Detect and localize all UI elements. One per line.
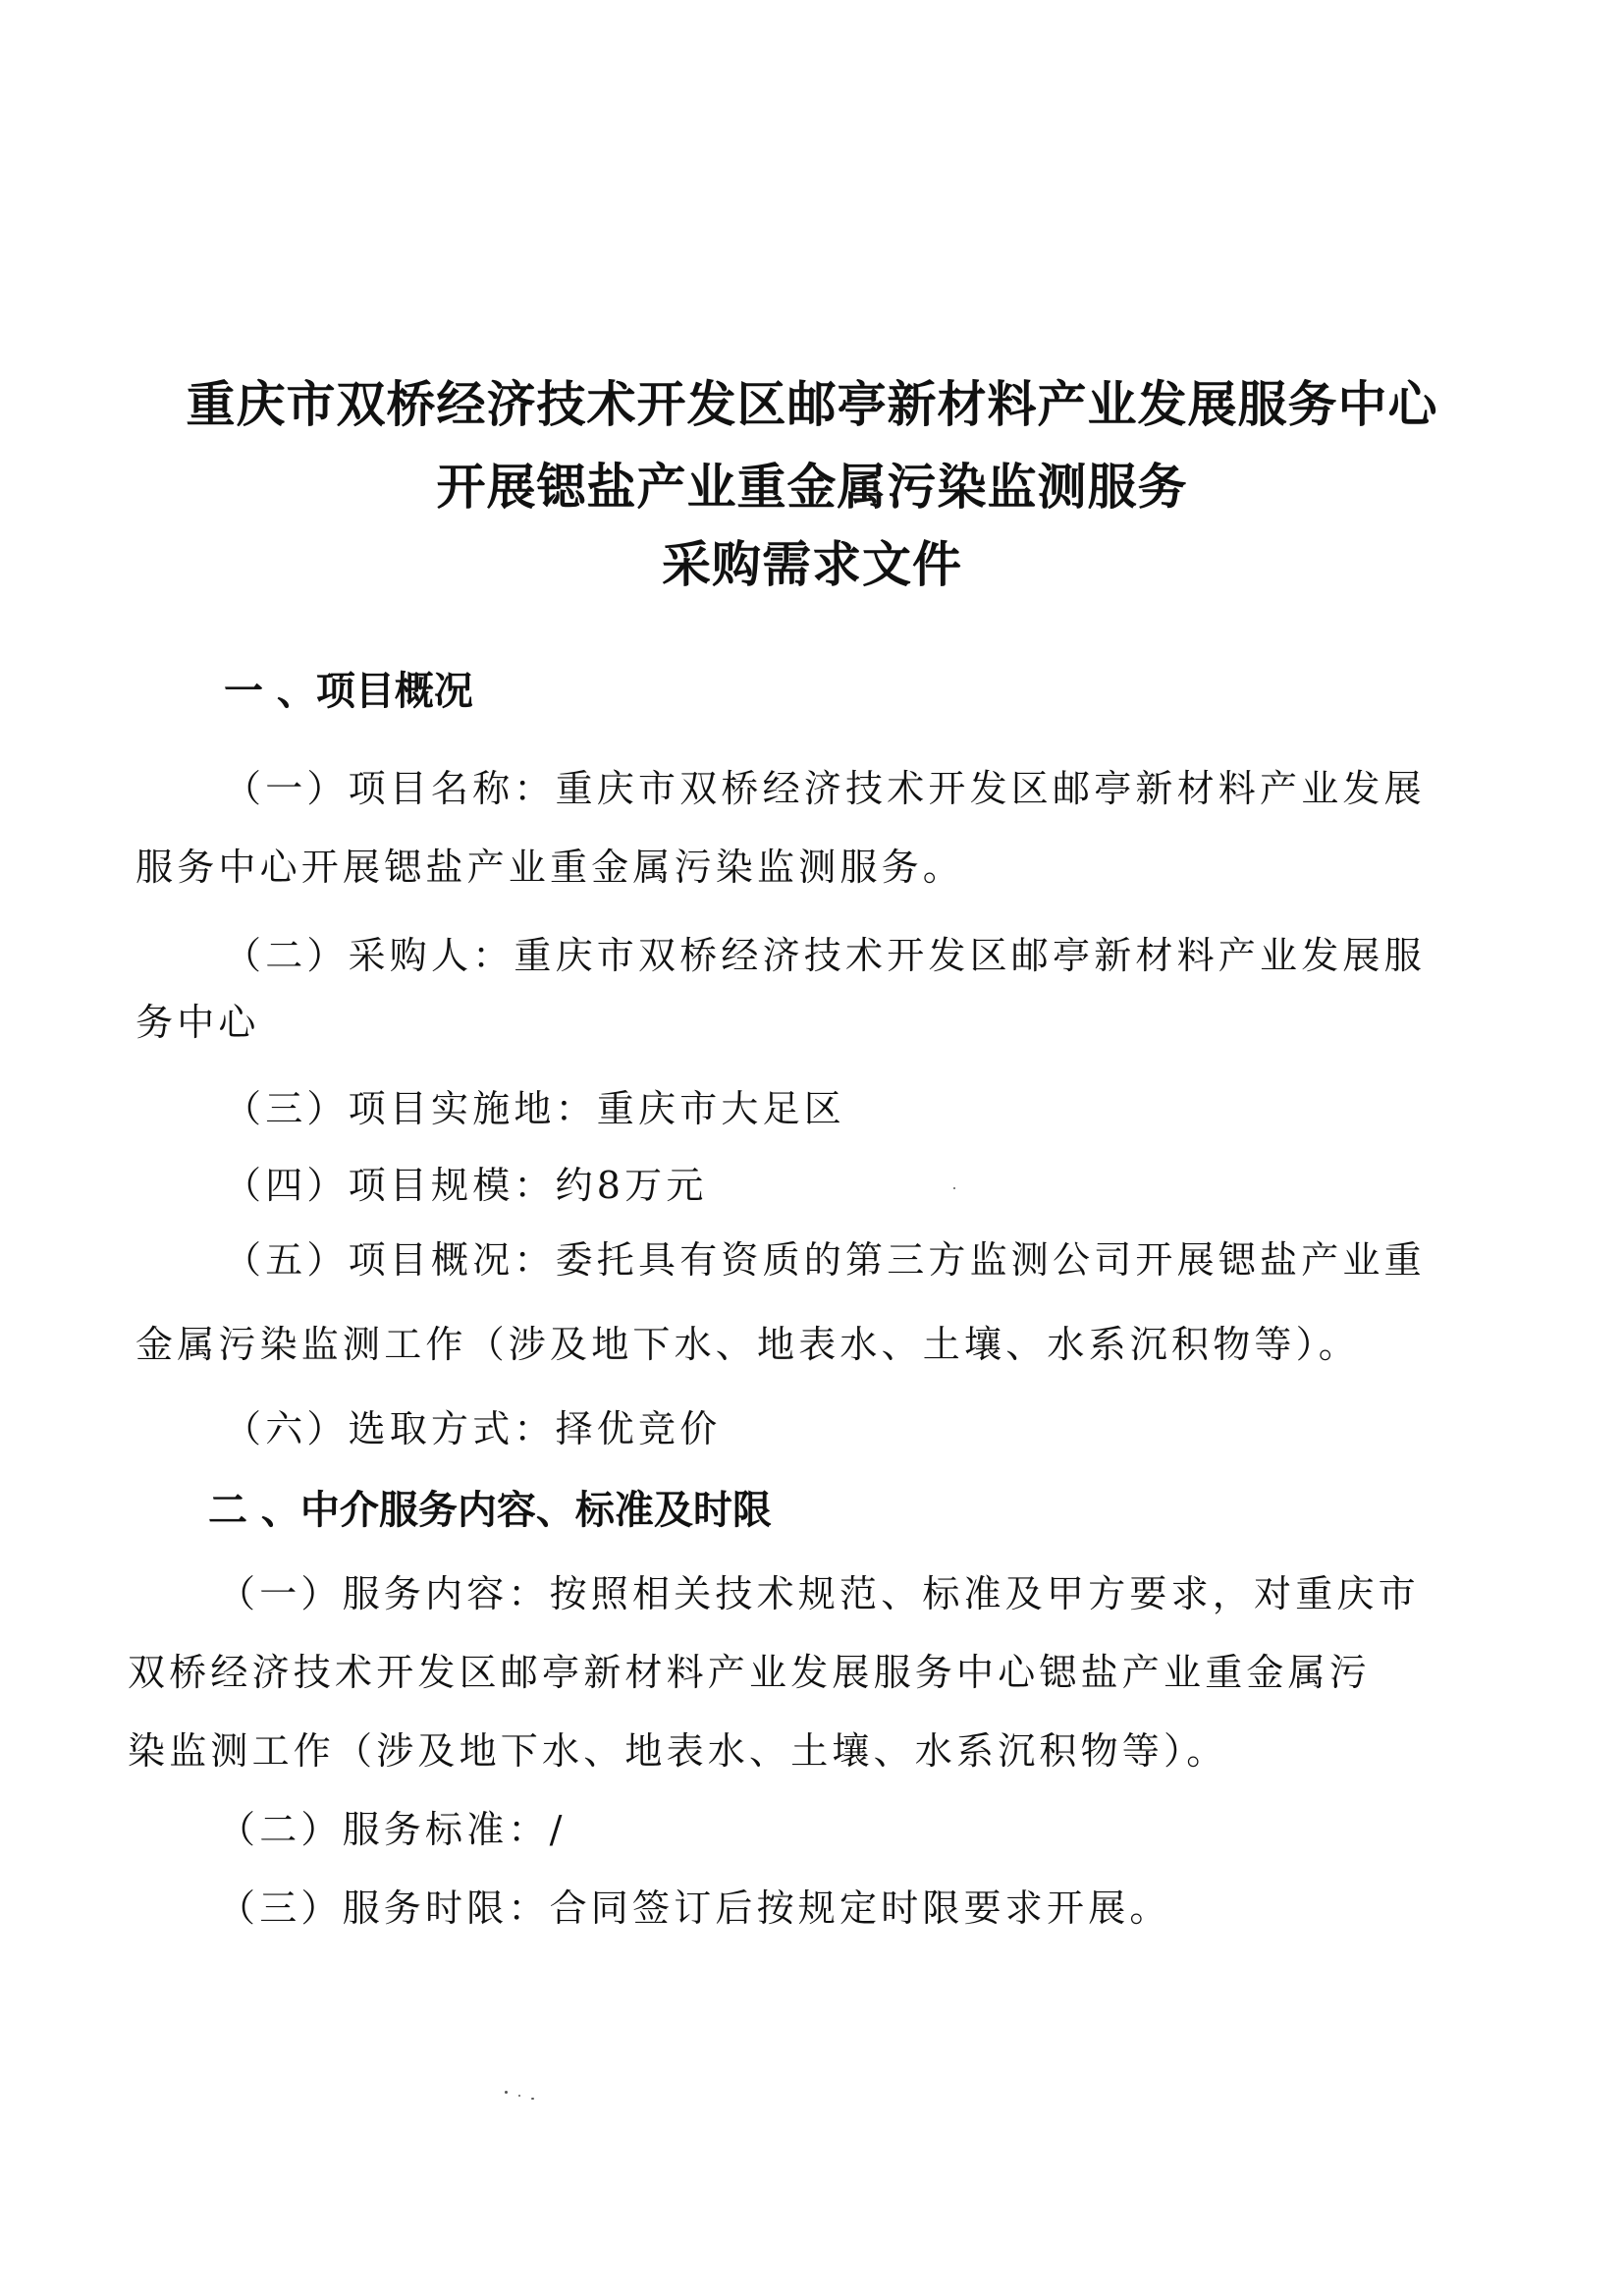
service-time-limit: （三）服务时限：合同签订后按规定时限要求开展。 — [218, 1886, 1171, 1930]
scan-speck — [953, 1187, 955, 1189]
document-title-line-3: 采购需求文件 — [662, 536, 962, 593]
scan-speck — [531, 2098, 534, 2100]
service-standard: （二）服务标准：/ — [218, 1808, 567, 1851]
service-content-line-2: 双桥经济技术开发区邮亭新材料产业发展服务中心锶盐产业重金属污 — [128, 1651, 1372, 1694]
document-title-line-1: 重庆市双桥经济技术开发区邮亭新材料产业发展服务中心 — [186, 376, 1438, 433]
selection-method: （六）选取方式：择优竞价 — [224, 1407, 722, 1450]
scan-speck — [505, 2091, 508, 2094]
section-1-heading: 一 、项目概况 — [224, 669, 473, 714]
service-content-line-3: 染监测工作（涉及地下水、地表水、土壤、水系沉积物等）。 — [128, 1729, 1228, 1773]
purchaser-line-2: 务中心 — [135, 1001, 260, 1044]
project-name-line-1: （一）项目名称：重庆市双桥经济技术开发区邮亭新材料产业发展 — [224, 767, 1426, 810]
service-content-line-1: （一）服务内容：按照相关技术规范、标准及甲方要求，对重庆市 — [218, 1572, 1420, 1615]
document-title-line-2: 开展锶盐产业重金属污染监测服务 — [436, 459, 1188, 516]
project-overview-line-2: 金属污染监测工作（涉及地下水、地表水、土壤、水系沉积物等）。 — [135, 1323, 1361, 1366]
scan-speck — [518, 2095, 520, 2097]
purchaser-line-1: （二）采购人：重庆市双桥经济技术开发区邮亭新材料产业发展服 — [224, 934, 1426, 977]
project-scale: （四）项目规模：约8万元 — [224, 1164, 708, 1207]
project-name-line-2: 服务中心开展锶盐产业重金属污染监测服务。 — [135, 846, 965, 889]
project-overview-line-1: （五）项目概况：委托具有资质的第三方监测公司开展锶盐产业重 — [224, 1238, 1426, 1282]
section-2-heading: 二 、中介服务内容、标准及时限 — [208, 1488, 772, 1533]
implementation-location: （三）项目实施地：重庆市大足区 — [224, 1087, 846, 1130]
